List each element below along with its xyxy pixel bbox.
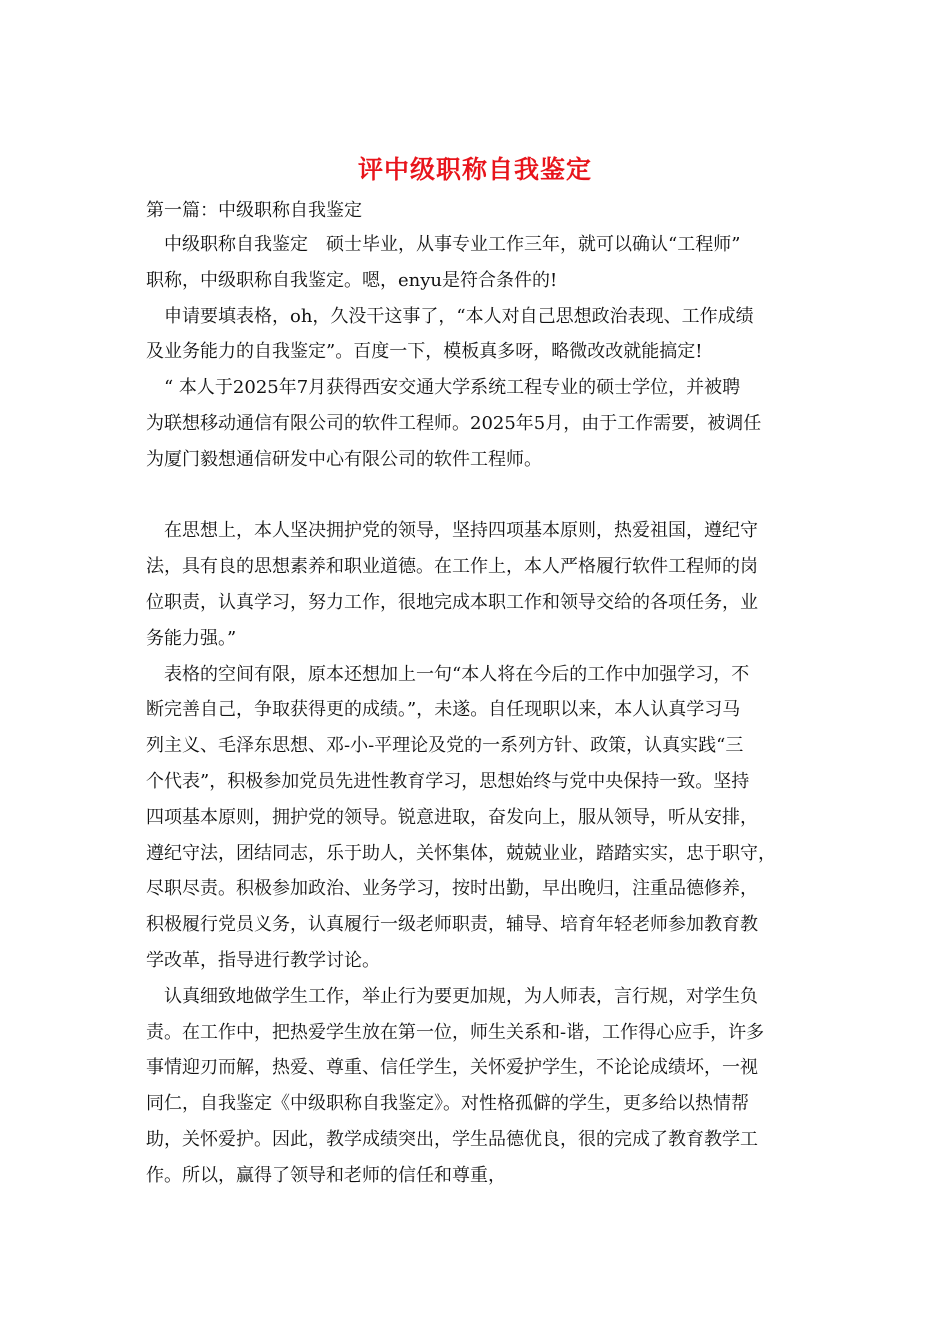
- body-line: 法，具有良的思想素养和职业道德。在工作上，本人严格履行软件工程师的岗: [146, 556, 758, 578]
- body-line: 及业务能力的自我鉴定”。百度一下，模板真多呀，略微改改就能搞定!: [146, 341, 703, 363]
- body-line: 积极履行党员义务，认真履行一级老师职责，辅导、培育年轻老师参加教育教: [146, 914, 758, 936]
- body-line: 位职责，认真学习，努力工作，很地完成本职工作和领导交给的各项任务，业: [146, 591, 758, 613]
- body-line: 为厦门毅想通信研发中心有限公司的软件工程师。: [146, 448, 542, 470]
- body-line: 学改革，指导进行教学讨论。: [146, 949, 380, 971]
- body-line: 同仁，自我鉴定《中级职称自我鉴定》。对性格孤僻的学生，更多给以热情帮: [146, 1093, 749, 1115]
- body-line: 助，关怀爱护。因此，教学成绩突出，学生品德优良，很的完成了教育教学工: [146, 1128, 758, 1150]
- body-line: 列主义、毛泽东思想、邓-小-平理论及党的一系列方针、政策，认真实践“三: [146, 735, 744, 757]
- body-line: 个代表”，积极参加党员先进性教育学习，思想始终与党中央保持一致。坚持: [146, 770, 750, 792]
- body-line: 在思想上，本人坚决拥护党的领导，坚持四项基本原则，热爱祖国，遵纪守: [164, 520, 758, 542]
- body-line: 中级职称自我鉴定 硕士毕业，从事专业工作三年，就可以确认“工程师”: [164, 234, 741, 255]
- body-line: 为联想移动通信有限公司的软件工程师。2025年5月，由于工作需要，被调任: [146, 412, 762, 434]
- body-line: 断完善自己，争取获得更的成绩。”，未遂。自任现职以来，本人认真学习马: [146, 699, 741, 721]
- body-line: 责。在工作中，把热爱学生放在第一位，师生关系和-谐，工作得心应手，许多: [146, 1021, 765, 1043]
- body-line: 务能力强。”: [146, 627, 237, 649]
- body-line: 职称，中级职称自我鉴定。嗯，enyu是符合条件的!: [146, 269, 558, 291]
- section-heading: 第一篇：中级职称自我鉴定: [146, 200, 362, 221]
- body-line: 尽职尽责。积极参加政治、业务学习，按时出勤，早出晚归，注重品德修养，: [146, 878, 758, 900]
- document-title: 评中级职称自我鉴定: [357, 155, 592, 184]
- body-line: 作。所以，赢得了领导和老师的信任和尊重，: [146, 1164, 506, 1186]
- body-line: 四项基本原则，拥护党的领导。锐意进取，奋发向上，服从领导，听从安排，: [146, 806, 758, 828]
- body-line: 认真细致地做学生工作，举止行为要更加规，为人师表，言行规，对学生负: [164, 985, 758, 1007]
- body-line: 事情迎刃而解，热爱、尊重、信任学生，关怀爱护学生，不论论成绩坏，一视: [146, 1057, 758, 1079]
- body-line: 遵纪守法，团结同志，乐于助人，关怀集体，兢兢业业，踏踏实实，忠于职守，: [146, 842, 776, 864]
- document-body: [146, 194, 806, 1194]
- paragraph-gap: [146, 478, 806, 514]
- body-line: “ 本人于2025年7月获得西安交通大学系统工程专业的硕士学位，并被聘: [164, 377, 741, 399]
- body-line: 申请要填表格，oh，久没干这事了，“本人对自己思想政治表现、工作成绩: [164, 305, 754, 327]
- body-line: 表格的空间有限，原本还想加上一句“本人将在今后的工作中加强学习，不: [164, 663, 750, 685]
